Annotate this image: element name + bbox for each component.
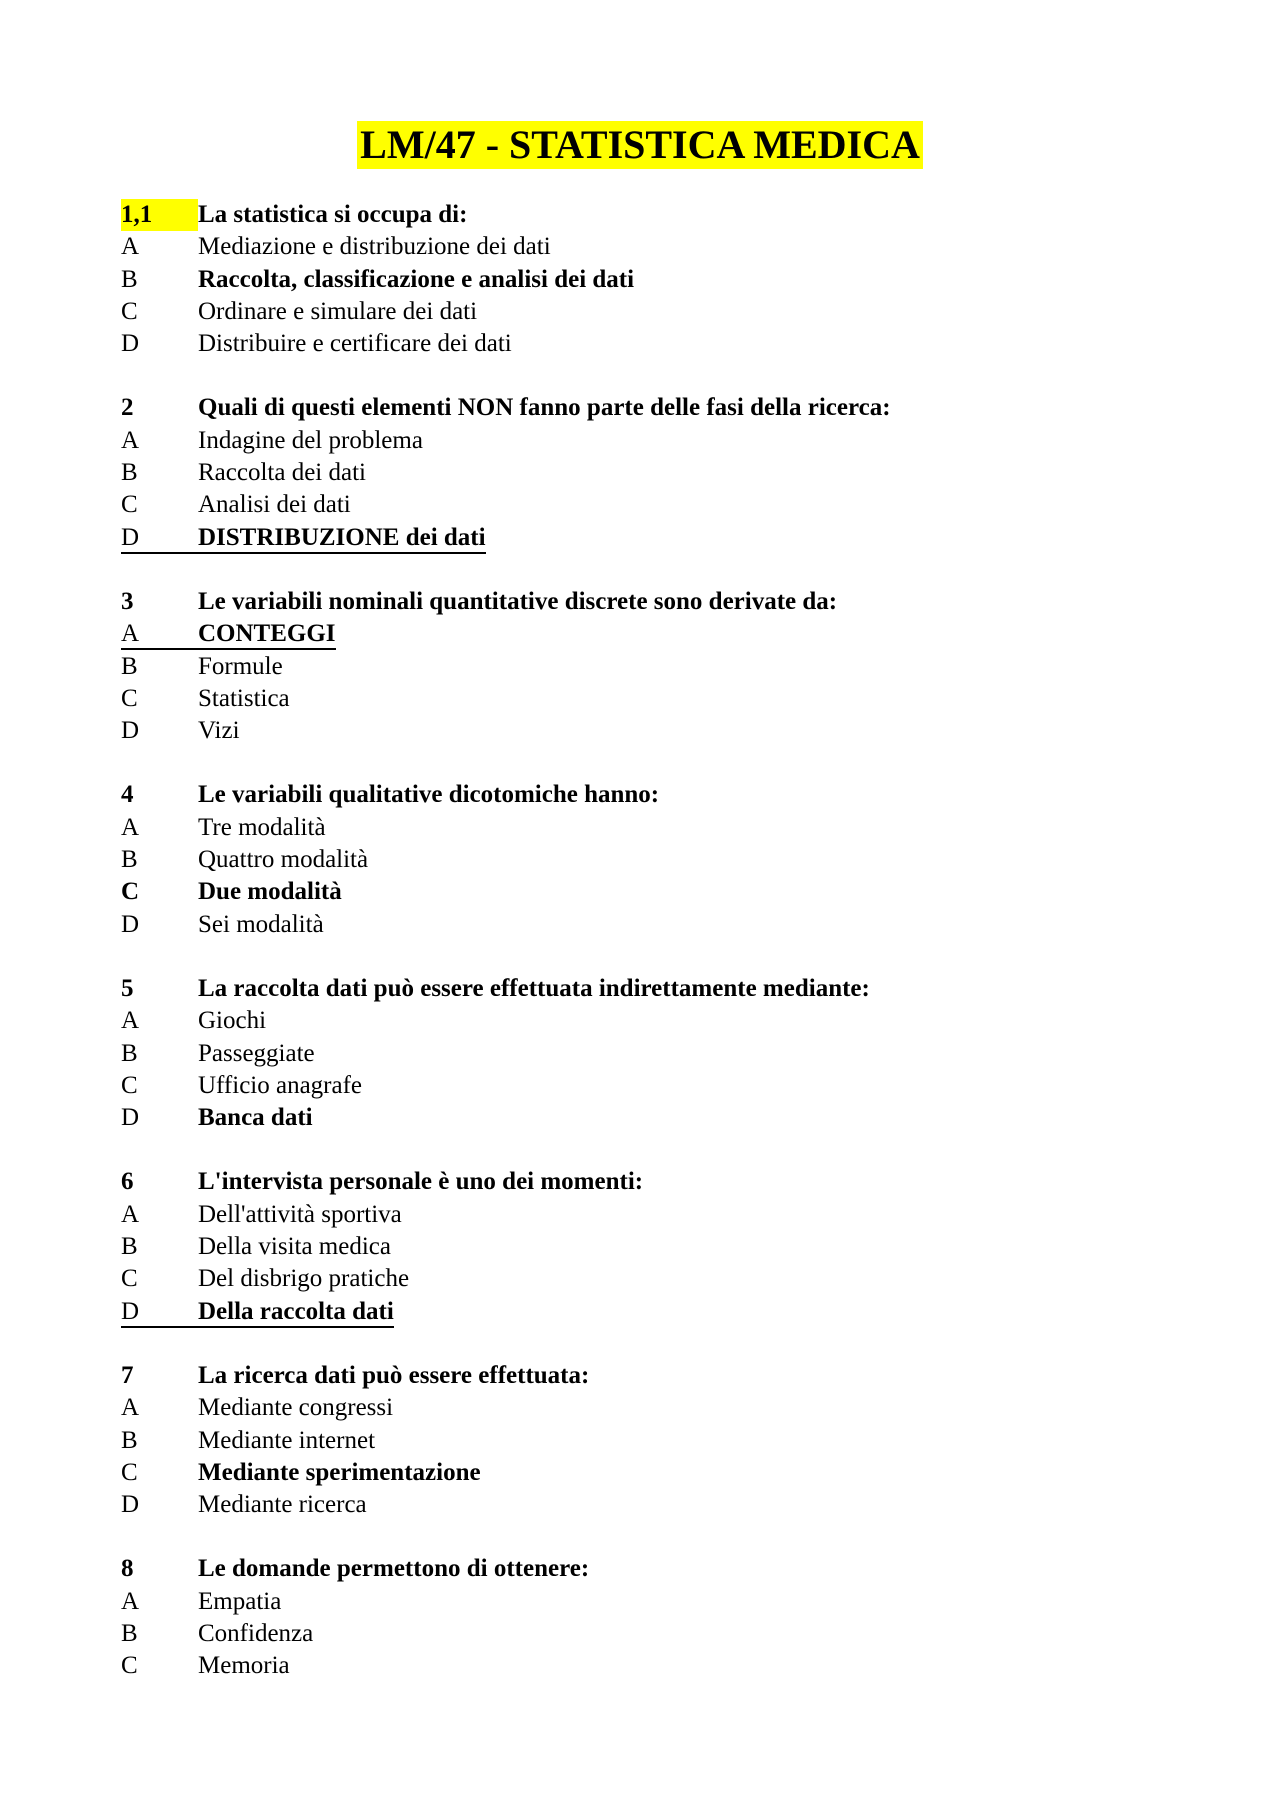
question-6 xyxy=(121,1166,1221,1327)
question-text: L'intervista personale è uno dei momenti: xyxy=(198,1168,644,1196)
option-text: Formule xyxy=(198,652,283,680)
option-text: Sei modalità xyxy=(198,910,324,938)
option-text: Mediante congressi xyxy=(198,1394,394,1422)
title-wrapper xyxy=(0,121,1280,169)
option-text: Banca dati xyxy=(198,1104,313,1132)
question-number: 1,1 xyxy=(121,199,198,231)
option-text: Mediante ricerca xyxy=(198,1491,367,1519)
question-number: 2 xyxy=(121,394,134,422)
question-4 xyxy=(121,779,1221,940)
option-c-correct xyxy=(121,876,1221,908)
question-5 xyxy=(121,973,1221,1134)
option-d-correct xyxy=(121,1102,1221,1134)
option-text: Mediante sperimentazione xyxy=(198,1458,481,1486)
option-b xyxy=(121,1618,1221,1650)
option-text: Memoria xyxy=(198,1652,290,1680)
option-letter: C xyxy=(121,1458,138,1486)
question-number: 3 xyxy=(121,587,134,615)
option-letter: B xyxy=(121,459,138,487)
option-letter: C xyxy=(121,684,138,712)
question-8 xyxy=(121,1553,1221,1682)
option-text: Mediante internet xyxy=(198,1426,376,1454)
option-d xyxy=(121,328,1221,360)
option-letter: A xyxy=(121,813,140,841)
option-d-correct xyxy=(121,1296,1221,1328)
option-letter: A xyxy=(121,1007,140,1035)
question-header xyxy=(121,199,1221,231)
option-text: Indagine del problema xyxy=(198,426,423,454)
option-text: Passeggiate xyxy=(198,1039,315,1067)
question-header xyxy=(121,392,1221,424)
option-letter: B xyxy=(121,1426,138,1454)
option-letter: D xyxy=(121,523,140,551)
option-letter: C xyxy=(121,297,138,325)
option-a xyxy=(121,425,1221,457)
question-text: Le variabili qualitative dicotomiche hanno: xyxy=(198,781,660,809)
option-c xyxy=(121,489,1221,521)
option-letter: A xyxy=(121,1587,140,1615)
option-text: Confidenza xyxy=(198,1619,314,1647)
question-number: 6 xyxy=(121,1168,134,1196)
option-letter: B xyxy=(121,1039,138,1067)
option-letter: C xyxy=(121,1071,138,1099)
option-a xyxy=(121,1005,1221,1037)
question-text: Le domande permettono di ottenere: xyxy=(198,1555,590,1583)
option-c-correct xyxy=(121,1457,1221,1489)
option-text: Mediazione e distribuzione dei dati xyxy=(198,233,551,261)
question-header xyxy=(121,586,1221,618)
page-title: LM/47 - STATISTICA MEDICA xyxy=(357,121,923,169)
option-letter: B xyxy=(121,265,138,293)
question-header xyxy=(121,779,1221,811)
question-text: La raccolta dati può essere effettuata indirettamente mediante: xyxy=(198,974,870,1002)
question-text: La statistica si occupa di: xyxy=(198,201,468,228)
option-b xyxy=(121,844,1221,876)
option-a xyxy=(121,812,1221,844)
option-letter: B xyxy=(121,1233,138,1261)
option-text: CONTEGGI xyxy=(198,620,336,648)
option-letter: D xyxy=(121,717,140,745)
question-text: Le variabili nominali quantitative discrete sono derivate da: xyxy=(198,587,838,615)
option-c xyxy=(121,1650,1221,1682)
option-text: Statistica xyxy=(198,684,290,712)
question-number: 8 xyxy=(121,1555,134,1583)
option-c xyxy=(121,1070,1221,1102)
option-letter: D xyxy=(121,330,140,358)
question-header xyxy=(121,1553,1221,1585)
option-d-correct xyxy=(121,522,1221,554)
option-text: Raccolta dei dati xyxy=(198,459,366,487)
question-text: La ricerca dati può essere effettuata: xyxy=(198,1361,590,1389)
question-header xyxy=(121,1166,1221,1198)
option-d xyxy=(121,909,1221,941)
option-text: Ordinare e simulare dei dati xyxy=(198,297,478,325)
option-letter: D xyxy=(121,1491,140,1519)
option-letter: D xyxy=(121,910,140,938)
question-header xyxy=(121,1360,1221,1392)
option-letter: D xyxy=(121,1297,140,1325)
option-b xyxy=(121,1038,1221,1070)
question-7 xyxy=(121,1360,1221,1521)
option-text: Della visita medica xyxy=(198,1233,391,1261)
option-text: Raccolta, classificazione e analisi dei dati xyxy=(198,265,635,293)
question-number: 7 xyxy=(121,1361,134,1389)
option-b-correct xyxy=(121,264,1221,296)
option-c xyxy=(121,683,1221,715)
option-letter: C xyxy=(121,491,138,519)
option-text: Vizi xyxy=(198,717,240,745)
underlined-answer xyxy=(121,1298,394,1328)
option-text: Dell'attività sportiva xyxy=(198,1200,402,1228)
option-text: Ufficio anagrafe xyxy=(198,1071,363,1099)
underlined-answer xyxy=(121,524,486,554)
option-letter: A xyxy=(121,620,140,648)
option-c xyxy=(121,1263,1221,1295)
option-b xyxy=(121,1231,1221,1263)
option-text: Empatia xyxy=(198,1587,282,1615)
option-a-correct xyxy=(121,618,1221,650)
option-text: Distribuire e certificare dei dati xyxy=(198,330,512,358)
option-letter: C xyxy=(121,878,140,906)
option-text: Due modalità xyxy=(198,878,342,906)
option-letter: A xyxy=(121,1200,140,1228)
option-letter: B xyxy=(121,652,138,680)
question-1 xyxy=(121,199,1221,360)
question-header xyxy=(121,973,1221,1005)
question-3 xyxy=(121,586,1221,747)
option-b xyxy=(121,457,1221,489)
option-a xyxy=(121,1199,1221,1231)
option-letter: A xyxy=(121,233,140,261)
option-text: DISTRIBUZIONE dei dati xyxy=(198,523,486,551)
option-letter: D xyxy=(121,1104,140,1132)
option-letter: C xyxy=(121,1652,138,1680)
option-d xyxy=(121,1489,1221,1521)
option-text: Quattro modalità xyxy=(198,846,369,874)
question-text: Quali di questi elementi NON fanno parte delle fasi della ricerca: xyxy=(198,394,891,422)
question-number: 4 xyxy=(121,781,134,809)
option-text: Tre modalità xyxy=(198,813,326,841)
option-letter: B xyxy=(121,846,138,874)
option-letter: A xyxy=(121,1394,140,1422)
option-letter: B xyxy=(121,1619,138,1647)
option-b xyxy=(121,651,1221,683)
option-letter: A xyxy=(121,426,140,454)
option-d xyxy=(121,715,1221,747)
option-text: Della raccolta dati xyxy=(198,1297,394,1325)
option-c xyxy=(121,296,1221,328)
option-b xyxy=(121,1425,1221,1457)
option-a xyxy=(121,1392,1221,1424)
question-2 xyxy=(121,392,1221,553)
underlined-answer xyxy=(121,620,336,650)
option-text: Del disbrigo pratiche xyxy=(198,1265,410,1293)
question-list xyxy=(121,199,1221,1715)
question-number: 5 xyxy=(121,974,134,1002)
option-a xyxy=(121,1586,1221,1618)
option-letter: C xyxy=(121,1265,138,1293)
option-text: Analisi dei dati xyxy=(198,491,351,519)
option-text: Giochi xyxy=(198,1007,267,1035)
option-a xyxy=(121,231,1221,263)
